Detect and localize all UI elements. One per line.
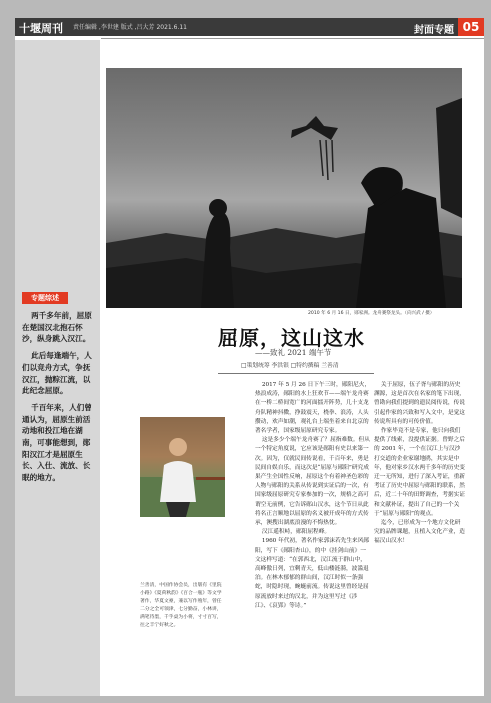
body-paragraph: 2017 年 5 月 26 日下午三时，郧阳尼火，热浪成涛，郧阳的水上狂欢节——端午龙舟赛在一桥二桥间宽广的河面擂开阵势，几十支龙舟队精神抖擞，挣鼓震天，桡拳、浪涛，人头攒动，欢声如潮，观礼台上端坐着来自北京的著名学者，国家级屈原研究专家。 <box>255 382 371 435</box>
author-photo <box>140 417 225 517</box>
body-column-2 <box>374 381 465 547</box>
header-bar <box>15 18 484 36</box>
author-bio: 兰善清，中国作协会员，出版有《里院小路》《夏荷秋韵》《百合一瓶》等文学著作，华夏文豪，兼以写作殖年，曾任二分之全可领津，七分勤奋，小林讲，满笔待墨，千乎桌为小将，寸寸百写，往之丰宁好秋之。 <box>140 583 222 629</box>
body-column-1 <box>255 381 371 611</box>
photo-caption: 2010 年 6 月 16 日，郧家洲。龙舟赛祭龙头。（向兴武 / 摄） <box>308 311 435 316</box>
body-paragraph: 这是多少个端午龙舟赛了？屈指难数。但从一个特定角度说，它应该是郧阳有史以来第一次。因为，仅就民间传说看，千百年来，勇是民间自娱自乐，而这次是“屈原与郧阳”研究成果产生全国性反响，屈原这个有着神圣色彩的人物与郧阳的关系从传说到实证后的一次，有国家级屈原研究专家参加的一次，规格之高可谓空无前例，它告诉郧山汉水，这个节日从此将名正言顺地以屈原的名义被开成年的方式传承，澳搜出湖底浪漫的不悔热忱。 <box>255 437 370 527</box>
body-paragraph: 关于屈原，伍子胥与郧阳的历史渊源，这是首次在名家的笔下出现，曾勘向我们提到的遗民阅传说，传说引起作家的兴致和写入文中，是觉这传说所具有的可传价值。 <box>374 382 465 425</box>
author-figure <box>140 417 225 517</box>
sidebar-paragraph: 此后每逢端午，人们以竞舟方式，争抚汉江，抛粽江流，以此纪念屈原。 <box>22 351 92 396</box>
section-title: 封面专题 <box>414 25 454 36</box>
silhouette-scene <box>106 68 462 308</box>
header-rule <box>101 38 484 39</box>
body-paragraph: 1960 年代初，著名作家郭沫若先生来风郧阳，写下《郧阳杏山》，的中《挂剑山前》一文这样写道：“在郭西北，汉江流于群山中，高峰傲日列，宜剩青天，低山楼涟漪，波滥退泊。在林木郁郁的群山间，汉江时似一条强蛇，时隐时现，蜿蜒前流。传说这里曾经是屈原流放时来过的汉北，并为这里写过《涉江》、《哀郢》等诗。” <box>255 538 370 609</box>
page-number: 05 <box>458 18 484 36</box>
sidebar-tag: 专题综述 <box>22 292 68 304</box>
sidebar-paragraph: 千百年来，人们曾通认为，屈原生前活动地和投江地在湖南，可事能想到，郧阳汉江才是屈原生长、入仕、流放、长眠的地方。 <box>22 402 92 483</box>
publication-brand: 十堰周刊 <box>19 22 63 35</box>
article-title: 屈原，这山这水 <box>218 326 365 350</box>
body-paragraph: 迄今，已形成为一个地方文化研究的品牌课题，且植入文化产业，造福汉山汉水！ <box>374 520 465 545</box>
title-rule <box>218 373 374 374</box>
article-byline: □策划统筹 李洪银 □特约撰稿 兰善清 <box>241 363 339 369</box>
cover-photo <box>106 68 462 308</box>
article-subtitle: ——致礼 2021 端午节 <box>255 348 332 357</box>
body-paragraph: 汉江遥积峙，郧阳屈程峰。 <box>261 529 331 536</box>
editor-credits: 责任编辑 ,李世建 版式 ,吕大芳 2021.6.11 <box>73 24 187 31</box>
sidebar-paragraph: 两千多年前，屈原在楚国汉北抱石怀沙，纵身跳入汉江。 <box>22 311 92 344</box>
body-paragraph: 作家毕竟不是专家，他只向我们提供了线索，没提供证据。曾野之后的 2001 年，一个在汉江上与汉沙打交道的企业家谢地鸥，其实是中年，他对家乡汉水两千多年的历史变迁一无所知，进行了深入考证，重新考证了历史中屈原与郧阳的联系，然后，近二十年的田野调查，考据实证和文献补证，提出了自己的一个关于“屈原与郧阳”的观点。 <box>374 428 465 517</box>
sidebar-summary <box>22 310 94 489</box>
